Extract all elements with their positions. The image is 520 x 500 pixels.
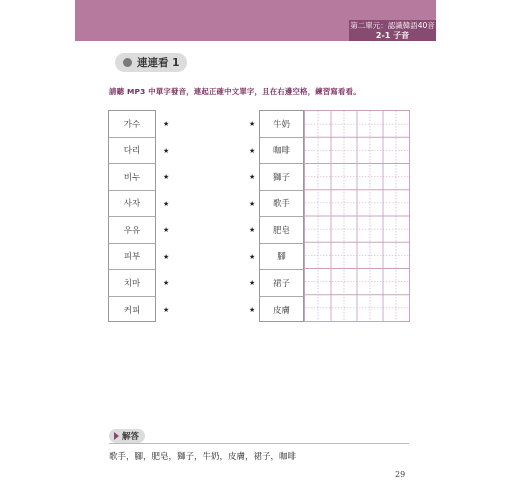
answer-text: 歌手，腳，肥皂，獅子，牛奶，皮膚，裙子，咖啡: [109, 452, 297, 462]
left-star-icon[interactable]: ★: [163, 279, 170, 287]
left-star-icon[interactable]: ★: [163, 252, 170, 261]
left-star-icon[interactable]: ★: [163, 120, 170, 128]
exercise-title: 連連看 1: [137, 57, 180, 69]
korean-word: 다리: [109, 138, 155, 165]
chinese-word: 咖啡: [260, 138, 303, 165]
right-star-icon[interactable]: ★: [249, 173, 256, 181]
left-star-icon[interactable]: ★: [163, 173, 170, 181]
writing-grid-lines: [305, 111, 411, 323]
answer-label-pill: [109, 429, 145, 443]
unit-title: 第二單元：認識韓語40音: [350, 21, 435, 30]
korean-word-column: [108, 110, 156, 322]
right-star-icon[interactable]: ★: [249, 279, 256, 287]
left-star-icon[interactable]: ★: [163, 226, 170, 234]
writing-practice-grid: [304, 110, 410, 322]
chinese-word: 皮膚: [272, 305, 290, 316]
korean-word: 우유: [109, 217, 155, 244]
right-star-icon[interactable]: ★: [249, 120, 256, 128]
answer-divider: [109, 443, 409, 444]
chinese-word-column: [259, 110, 304, 322]
bullet-dot-icon: [123, 58, 132, 67]
left-star-icon[interactable]: ★: [163, 199, 170, 208]
exercise-title-pill: [115, 53, 187, 72]
header-tab: [349, 20, 436, 41]
chinese-word: 歌手: [260, 191, 303, 218]
korean-word: 피부: [109, 244, 155, 271]
section-title: 2-1 子音: [375, 31, 410, 40]
korean-word: 치마: [109, 270, 155, 297]
right-star-icon[interactable]: ★: [249, 252, 256, 261]
korean-word: 가수: [109, 111, 155, 138]
triangle-icon: [114, 432, 119, 440]
chinese-word: 獅子: [260, 164, 303, 191]
korean-word: 사자: [109, 191, 155, 218]
korean-word: 비누: [109, 164, 155, 191]
exercise-instruction: 請聽 MP3 中單字發音，連起正確中文單字，且在右邊空格，練習寫看看。: [109, 87, 361, 96]
chinese-word: 牛奶: [260, 111, 303, 138]
answer-label: 解答: [122, 432, 140, 442]
textbook-page: [75, 0, 436, 500]
chinese-word: 腳: [260, 244, 303, 271]
right-star-icon[interactable]: ★: [249, 226, 256, 234]
left-star-icon[interactable]: ★: [163, 305, 170, 314]
right-star-icon[interactable]: ★: [249, 305, 256, 314]
korean-word: 커피: [123, 305, 141, 316]
page-number: 29: [395, 470, 406, 479]
chinese-word: 裙子: [260, 270, 303, 297]
right-star-icon[interactable]: ★: [249, 146, 256, 155]
chinese-word: 肥皂: [260, 217, 303, 244]
left-star-icon[interactable]: ★: [163, 146, 170, 155]
right-star-icon[interactable]: ★: [249, 199, 256, 208]
